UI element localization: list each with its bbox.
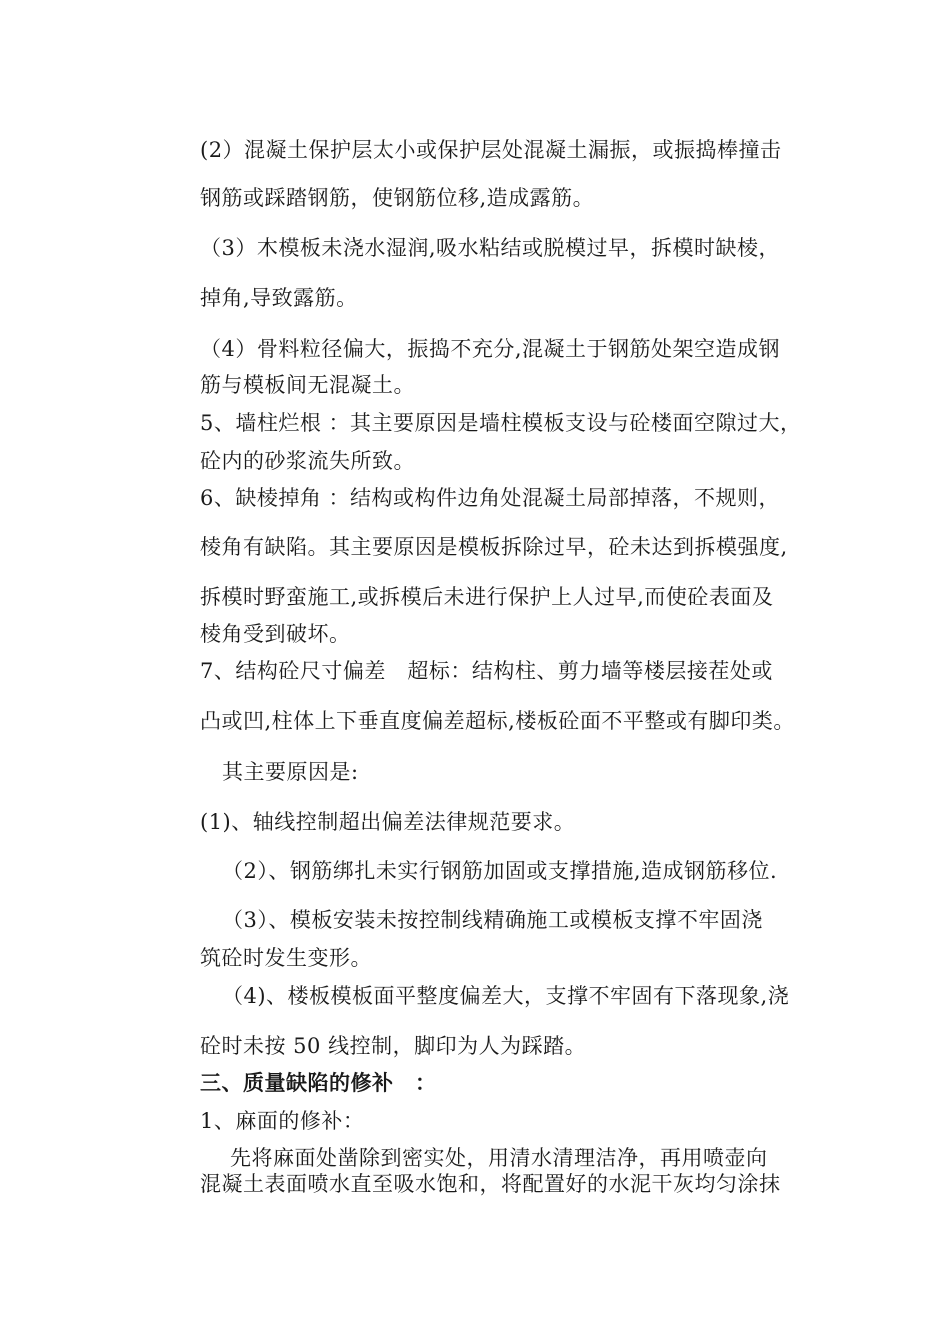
paragraph-line: （3）、模板安装未按控制线精确施工或模板支撑不牢固浇 [222,908,763,932]
paragraph-line: 砼时未按 50 线控制，脚印为人为踩踏。 [200,1034,587,1058]
paragraph-line: （2）、钢筋绑扎未实行钢筋加固或支撑措施,造成钢筋移位. [222,859,778,883]
paragraph-line: 混凝土表面喷水直至吸水饱和，将配置好的水泥干灰均匀涂抹 [200,1172,781,1196]
paragraph-line: 钢筋或踩踏钢筋，使钢筋位移,造成露筋。 [200,186,595,210]
paragraph-line: （4）骨料粒径偏大，振捣不充分,混凝土于钢筋处架空造成钢 [200,337,781,361]
paragraph-line: 砼内的砂浆流失所致。 [200,449,415,473]
paragraph-line: 7、结构砼尺寸偏差 超标：结构柱、剪力墙等楼层接茬处或 [200,659,773,683]
paragraph-line: （4)、楼板模板面平整度偏差大，支撑不牢固有下落现象,浇 [222,984,790,1008]
paragraph-line: 5、墙柱烂根 ：其主要原因是墙柱模板支设与砼楼面空隙过大， [200,411,802,435]
paragraph-line: 凸或凹,柱体上下垂直度偏差超标,楼板砼面不平整或有脚印类。 [200,709,795,733]
paragraph-line: 先将麻面处凿除到密实处，用清水清理洁净，再用喷壶向 [230,1146,768,1170]
paragraph-line: 筋与模板间无混凝土。 [200,373,415,397]
paragraph-line: 棱角受到破坏。 [200,622,351,646]
paragraph-line: 棱角有缺陷。其主要原因是模板拆除过早，砼未达到拆模强度, [200,535,788,559]
paragraph-line: 其主要原因是: [222,760,359,784]
paragraph-line: 掉角,导致露筋。 [200,286,358,310]
section-heading: 三、质量缺陷的修补 ： [200,1071,437,1095]
paragraph-line: （3）木模板未浇水湿润,吸水粘结或脱模过早，拆模时缺棱， [200,236,781,260]
subsection-heading: 1、麻面的修补： [200,1109,365,1133]
paragraph-line: (1)、轴线控制超出偏差法律规范要求。 [200,810,576,834]
paragraph-line: 拆模时野蛮施工,或拆模后未进行保护上人过早,而使砼表面及 [200,585,774,609]
paragraph-line: 筑砼时发生变形。 [200,946,372,970]
paragraph-line: (2）混凝土保护层太小或保护层处混凝土漏振，或振捣棒撞击 [200,138,782,162]
paragraph-line: 6、缺棱掉角 ：结构或构件边角处混凝土局部掉落，不规则， [200,486,781,510]
